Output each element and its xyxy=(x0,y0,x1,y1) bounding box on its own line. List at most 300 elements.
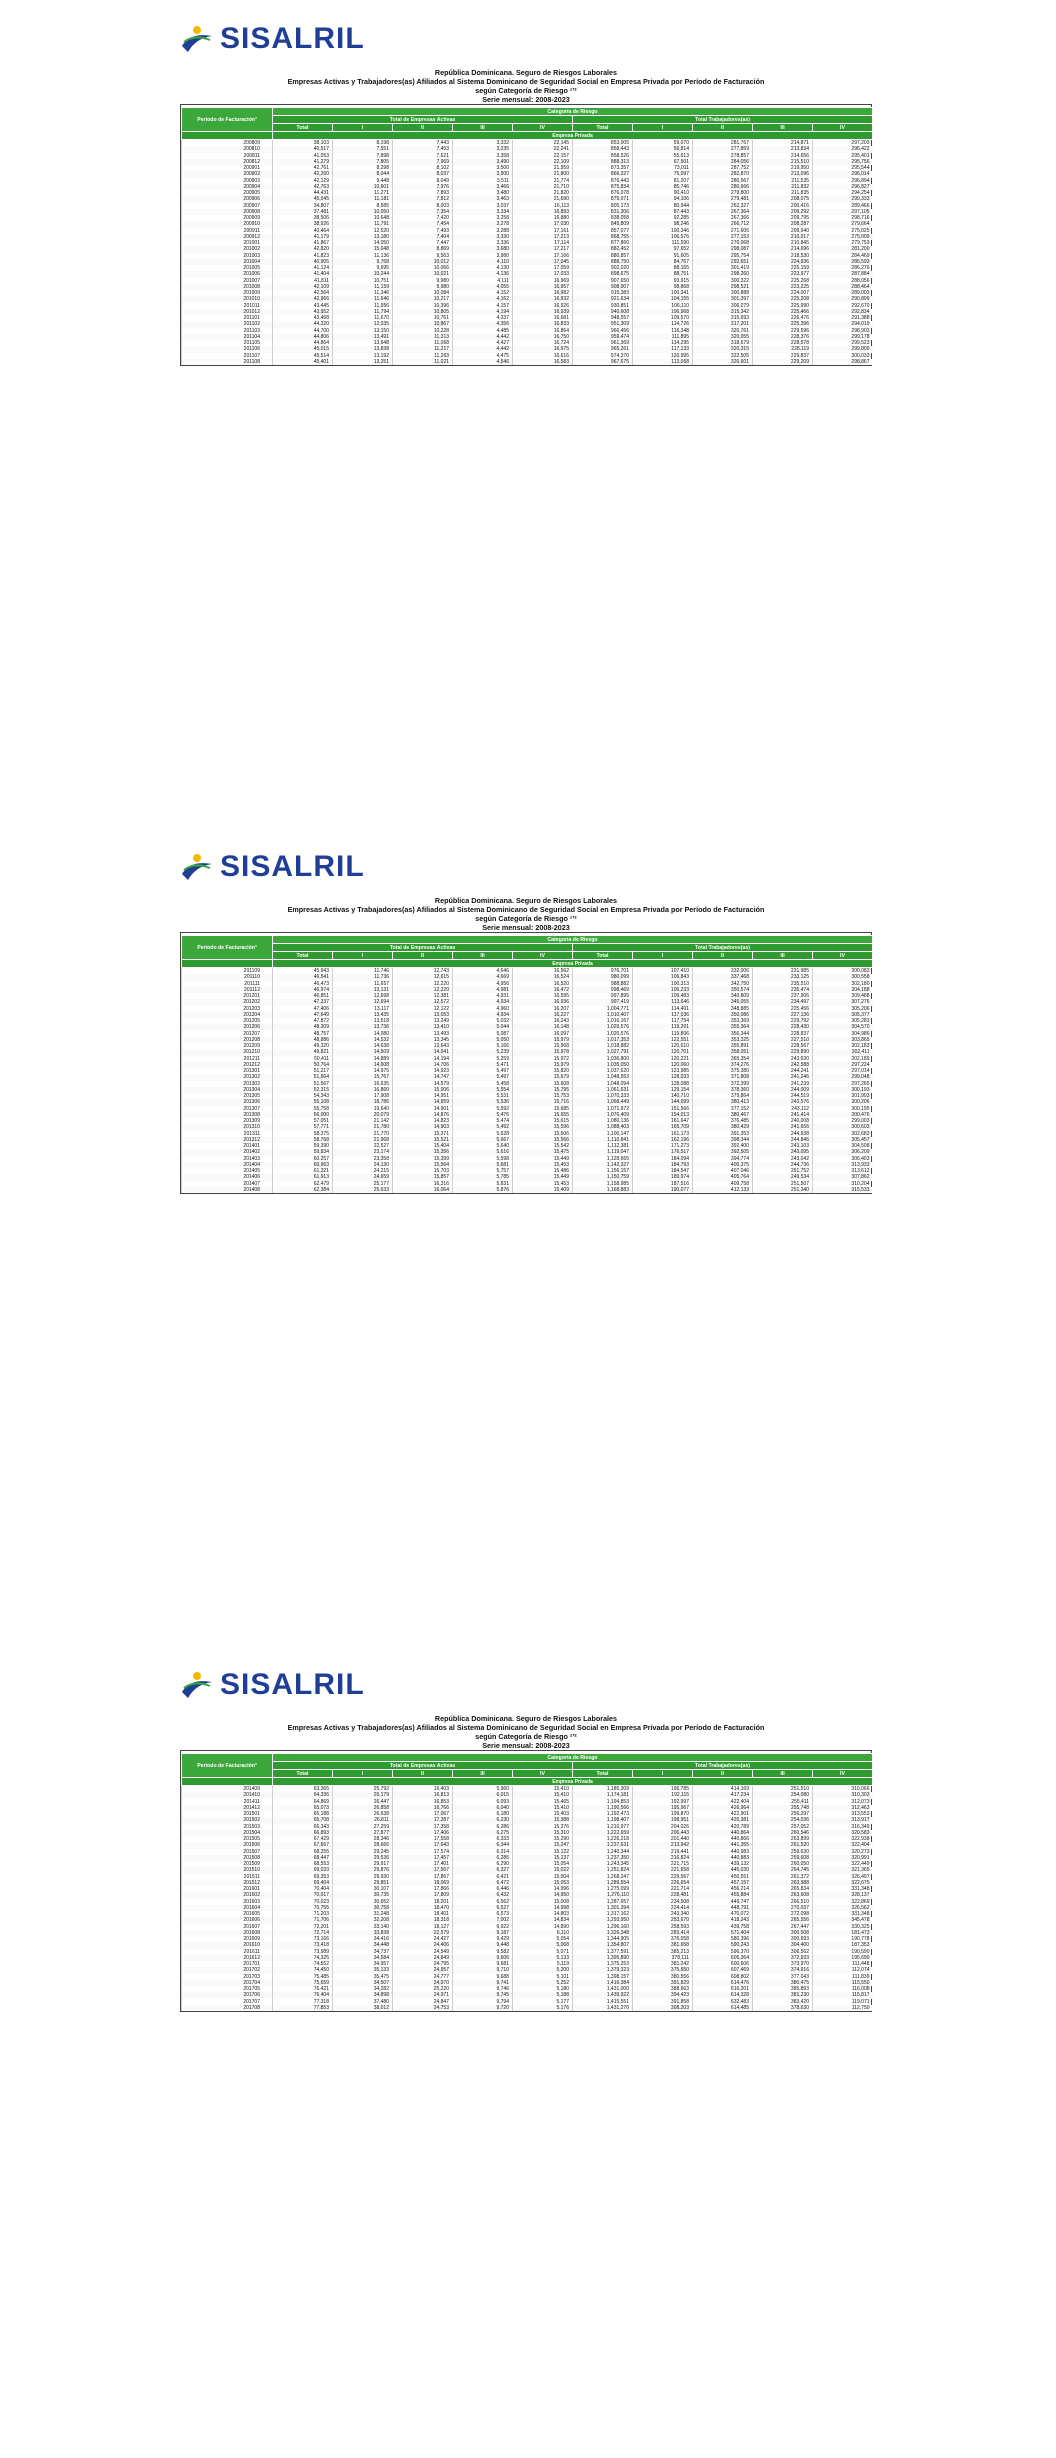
value-cell: 17,867 xyxy=(393,1874,453,1880)
value-cell: 965,261 xyxy=(573,346,633,352)
value-cell: 265,834 xyxy=(753,1886,813,1892)
value-cell: 270,037 xyxy=(753,1905,813,1911)
value-cell: 48,309 xyxy=(273,1024,333,1030)
period-cell: 201301 xyxy=(182,1068,273,1074)
value-cell: 12,572 xyxy=(393,999,453,1005)
value-cell: 281,200 xyxy=(813,246,873,252)
value-cell: 380,467 xyxy=(693,1112,753,1118)
value-cell: 74,450 xyxy=(273,1967,333,1973)
value-cell: 1,398,157 xyxy=(573,1974,633,1980)
value-cell: 38,012 xyxy=(333,2005,393,2011)
value-cell: 26,811 xyxy=(333,1817,393,1823)
value-cell: 6,421 xyxy=(453,1874,513,1880)
value-cell: 21,780 xyxy=(333,1124,393,1130)
value-cell: 14,959 xyxy=(393,1099,453,1105)
value-cell: 5,032 xyxy=(453,1018,513,1024)
value-cell: 313,917 xyxy=(813,1817,873,1823)
value-cell: 214,871 xyxy=(753,140,813,147)
value-cell: 378,111 xyxy=(633,1955,693,1961)
value-cell: 287,752 xyxy=(693,165,753,171)
value-cell: 253,670 xyxy=(633,1917,693,1923)
value-cell: 17,213 xyxy=(513,234,573,240)
value-cell: 16,939 xyxy=(513,309,573,315)
value-cell: 300,476 xyxy=(813,1112,873,1118)
value-cell: 614,476 xyxy=(693,1980,753,1986)
period-cell: 201208 xyxy=(182,1037,273,1043)
value-cell: 301,419 xyxy=(693,265,753,271)
value-cell: 15,753 xyxy=(513,1093,573,1099)
value-cell: 326,601 xyxy=(693,359,753,365)
value-cell: 128,033 xyxy=(633,1074,693,1080)
period-cell: 201002 xyxy=(182,246,273,252)
value-cell: 1,268,247 xyxy=(573,1874,633,1880)
value-cell: 291,388 xyxy=(813,315,873,321)
period-cell: 201612 xyxy=(182,1955,273,1961)
value-cell: 310,303 xyxy=(813,1792,873,1798)
value-cell: 58,768 xyxy=(273,1137,333,1143)
value-cell: 219,441 xyxy=(633,1849,693,1855)
value-cell: 13,736 xyxy=(333,1024,393,1030)
value-cell: 14,080 xyxy=(333,1031,393,1037)
value-cell: 215,510 xyxy=(753,159,813,165)
value-cell: 380,475 xyxy=(753,1980,813,1986)
value-cell: 866,327 xyxy=(573,171,633,177)
value-cell: 55,758 xyxy=(273,1106,333,1112)
column-header: II xyxy=(393,1770,453,1778)
value-cell: 1,431,000 xyxy=(573,1986,633,1992)
value-cell: 88,751 xyxy=(633,271,693,277)
value-cell: 15,290 xyxy=(513,1836,573,1842)
value-cell: 6,527 xyxy=(453,1905,513,1911)
value-cell: 16,113 xyxy=(513,203,573,209)
value-cell: 223,977 xyxy=(753,271,813,277)
value-cell: 59,390 xyxy=(273,1143,333,1149)
period-cell: 201402 xyxy=(182,1149,273,1155)
column-header: IV xyxy=(813,124,873,132)
value-cell: 8,003 xyxy=(393,203,453,209)
value-cell: 345,478 xyxy=(813,1917,873,1923)
value-cell: 15,004 xyxy=(513,1874,573,1880)
value-cell: 192,997 xyxy=(633,1799,693,1805)
value-cell: 16,207 xyxy=(513,1006,573,1012)
value-cell: 16,097 xyxy=(513,1031,573,1037)
period-cell: 201206 xyxy=(182,1024,273,1030)
value-cell: 262,327 xyxy=(693,203,753,209)
value-cell: 190,077 xyxy=(633,1187,693,1193)
value-cell: 5,068 xyxy=(513,1942,573,1948)
value-cell: 322,938 xyxy=(813,1836,873,1842)
value-cell: 11,068 xyxy=(393,340,453,346)
value-cell: 280,567 xyxy=(693,178,753,184)
value-cell: 300,508 xyxy=(753,1930,813,1936)
period-cell: 201609 xyxy=(182,1936,273,1942)
period-cell: 201508 xyxy=(182,1855,273,1861)
table-body xyxy=(182,1786,873,2012)
value-cell: 1,276,110 xyxy=(573,1892,633,1898)
value-cell: 48,757 xyxy=(273,1031,333,1037)
value-cell: 24,753 xyxy=(393,2005,453,2011)
value-cell: 8,049 xyxy=(393,178,453,184)
column-header: III xyxy=(753,124,813,132)
value-cell: 4,475 xyxy=(453,353,513,359)
value-cell: 15,449 xyxy=(513,1174,573,1180)
value-cell: 210,845 xyxy=(753,240,813,246)
value-cell: 1,020,576 xyxy=(573,1024,633,1030)
period-cell: 201411 xyxy=(182,1799,273,1805)
value-cell: 65,708 xyxy=(273,1817,333,1823)
value-cell: 24,847 xyxy=(393,1999,453,2005)
value-cell: 211,535 xyxy=(753,178,813,184)
value-cell: 8,585 xyxy=(333,203,393,209)
value-cell: 14,706 xyxy=(393,1062,453,1068)
value-cell: 426,964 xyxy=(693,1805,753,1811)
value-cell: 420,789 xyxy=(693,1824,753,1830)
value-cell: 22,241 xyxy=(513,146,573,152)
value-cell: 24,427 xyxy=(393,1936,453,1942)
value-cell: 1,222,659 xyxy=(573,1830,633,1836)
column-header: I xyxy=(633,1770,693,1778)
value-cell: 300,888 xyxy=(693,290,753,296)
value-cell: 14,608 xyxy=(333,1062,393,1068)
value-cell: 391,353 xyxy=(693,1131,753,1137)
value-cell: 15,006 xyxy=(393,1087,453,1093)
value-cell: 14,834 xyxy=(513,1917,573,1923)
value-cell: 114,401 xyxy=(633,1006,693,1012)
period-cell: 200904 xyxy=(182,184,273,190)
period-cell: 201608 xyxy=(182,1930,273,1936)
value-cell: 1,088,403 xyxy=(573,1124,633,1130)
value-cell: 1,431,270 xyxy=(573,2005,633,2011)
value-cell: 422,404 xyxy=(693,1799,753,1805)
sisalril-swirl-icon xyxy=(180,1668,214,1702)
value-cell: 7,453 xyxy=(393,146,453,152)
value-cell: 49,821 xyxy=(273,1049,333,1055)
period-cell: 201211 xyxy=(182,1056,273,1062)
value-cell: 15,979 xyxy=(513,1062,573,1068)
value-cell: 4,111 xyxy=(453,278,513,284)
value-cell: 120,060 xyxy=(633,1062,693,1068)
value-cell: 120,610 xyxy=(633,1043,693,1049)
data-table xyxy=(181,1753,873,2011)
value-cell: 24,957 xyxy=(393,1967,453,1973)
value-cell: 580,396 xyxy=(693,1936,753,1942)
value-cell: 297,014 xyxy=(813,1068,873,1074)
value-cell: 3,278 xyxy=(453,221,513,227)
value-cell: 317,201 xyxy=(693,321,753,327)
value-cell: 372,933 xyxy=(753,1955,813,1961)
value-cell: 997,895 xyxy=(573,993,633,999)
value-cell: 9,980 xyxy=(393,278,453,284)
value-cell: 297,224 xyxy=(813,1062,873,1068)
value-cell: 46,974 xyxy=(273,987,333,993)
value-cell: 371,808 xyxy=(693,1074,753,1080)
value-cell: 13,249 xyxy=(393,1018,453,1024)
value-cell: 300,322 xyxy=(693,278,753,284)
period-cell: 201505 xyxy=(182,1836,273,1842)
value-cell: 5,239 xyxy=(453,1049,513,1055)
value-cell: 41,823 xyxy=(273,253,333,259)
value-cell: 14,876 xyxy=(393,1112,453,1118)
value-cell: 85,746 xyxy=(633,184,693,190)
value-cell: 440,864 xyxy=(693,1830,753,1836)
value-cell: 17,908 xyxy=(333,1093,393,1099)
title-line-1: República Dominicana. Seguro de Riesgos Laborales xyxy=(434,896,618,905)
value-cell: 858,443 xyxy=(573,146,633,152)
value-cell: 24,777 xyxy=(393,1974,453,1980)
value-cell: 299,048 xyxy=(813,1074,873,1080)
value-cell: 590,243 xyxy=(693,1942,753,1948)
value-cell: 5,474 xyxy=(453,1118,513,1124)
value-cell: 10,867 xyxy=(393,321,453,327)
value-cell: 377,043 xyxy=(753,1974,813,1980)
value-cell: 980,099 xyxy=(573,974,633,980)
value-cell: 4,136 xyxy=(453,271,513,277)
value-cell: 302,189 xyxy=(813,1056,873,1062)
value-cell: 228,119 xyxy=(753,346,813,352)
period-cell: 200809 xyxy=(182,140,273,147)
value-cell: 115,817 xyxy=(813,1992,873,1998)
period-cell: 201401 xyxy=(182,1143,273,1149)
value-cell: 4,646 xyxy=(453,968,513,975)
value-cell: 805,173 xyxy=(573,203,633,209)
value-cell: 228,430 xyxy=(753,1024,813,1030)
value-cell: 161,173 xyxy=(633,1131,693,1137)
value-cell: 5,180 xyxy=(513,1986,573,1992)
value-cell: 45,401 xyxy=(273,359,333,365)
value-cell: 16,675 xyxy=(513,346,573,352)
value-cell: 3,258 xyxy=(453,215,513,221)
categoria-header: Categoría de Riesgo xyxy=(273,936,873,944)
value-cell: 228,578 xyxy=(753,340,813,346)
value-cell: 1,395,890 xyxy=(573,1955,633,1961)
value-cell: 5,200 xyxy=(513,1967,573,1973)
value-cell: 244,938 xyxy=(753,1131,813,1137)
value-cell: 3,288 xyxy=(453,228,513,234)
value-cell: 5,628 xyxy=(453,1131,513,1137)
period-cell: 201409 xyxy=(182,1786,273,1793)
sisalril-swirl-icon xyxy=(180,850,214,884)
value-cell: 254,080 xyxy=(753,1792,813,1798)
value-cell: 29,930 xyxy=(333,1874,393,1880)
data-table-frame xyxy=(180,1750,872,2012)
value-cell: 38,103 xyxy=(273,140,333,147)
value-cell: 7,812 xyxy=(393,196,453,202)
value-cell: 244,846 xyxy=(753,1137,813,1143)
value-cell: 243,576 xyxy=(753,1099,813,1105)
value-cell: 15,475 xyxy=(513,1149,573,1155)
value-cell: 915,383 xyxy=(573,290,633,296)
value-cell: 1,326,348 xyxy=(573,1930,633,1936)
report-page-2 xyxy=(180,848,872,1194)
value-cell: 266,510 xyxy=(753,1899,813,1905)
value-cell: 75,097 xyxy=(633,171,693,177)
value-cell: 350,574 xyxy=(693,987,753,993)
value-cell: 47,649 xyxy=(273,1012,333,1018)
value-cell: 16,724 xyxy=(513,340,573,346)
value-cell: 1,287,657 xyxy=(573,1899,633,1905)
value-cell: 11,181 xyxy=(333,196,393,202)
value-cell: 64,336 xyxy=(273,1792,333,1798)
value-cell: 857,077 xyxy=(573,228,633,234)
value-cell: 276,068 xyxy=(693,240,753,246)
value-cell: 242,588 xyxy=(753,1062,813,1068)
period-cell: 201108 xyxy=(182,359,273,365)
value-cell: 17,030 xyxy=(513,221,573,227)
value-cell: 128,088 xyxy=(633,1081,693,1087)
value-cell: 292,670 xyxy=(813,303,873,309)
value-cell: 42,763 xyxy=(273,184,333,190)
value-cell: 418,243 xyxy=(693,1917,753,1923)
value-cell: 8,198 xyxy=(333,140,393,147)
value-cell: 47,337 xyxy=(273,999,333,1005)
value-cell: 302,180 xyxy=(813,981,873,987)
empresas-header: Total de Empresas Activas xyxy=(273,944,573,952)
period-cell: 201012 xyxy=(182,309,273,315)
value-cell: 350,086 xyxy=(693,1012,753,1018)
value-cell: 17,643 xyxy=(393,1842,453,1848)
value-cell: 34,898 xyxy=(333,1992,393,1998)
value-cell: 100,346 xyxy=(633,228,693,234)
value-cell: 29,917 xyxy=(333,1861,393,1867)
title-line-4: Serie mensual: 2008-2023 xyxy=(482,95,570,104)
value-cell: 5,054 xyxy=(513,1936,573,1942)
value-cell: 1,150,759 xyxy=(573,1174,633,1180)
value-cell: 225,268 xyxy=(753,278,813,284)
period-cell: 201310 xyxy=(182,1124,273,1130)
value-cell: 251,752 xyxy=(753,1168,813,1174)
value-cell: 16,860 xyxy=(333,1087,393,1093)
period-cell: 201506 xyxy=(182,1842,273,1848)
value-cell: 296,422 xyxy=(813,146,873,152)
value-cell: 117,036 xyxy=(633,1012,693,1018)
value-cell: 68,553 xyxy=(273,1861,333,1867)
value-cell: 15,767 xyxy=(333,1074,393,1080)
value-cell: 181,473 xyxy=(813,1930,873,1936)
value-cell: 868,755 xyxy=(573,234,633,240)
value-cell: 308,203 xyxy=(633,2005,693,2011)
value-cell: 307,862 xyxy=(813,1174,873,1180)
value-cell: 294,019 xyxy=(813,321,873,327)
value-cell: 241,246 xyxy=(753,1074,813,1080)
value-cell: 439,758 xyxy=(693,1924,753,1930)
column-header: I xyxy=(333,124,393,132)
value-cell: 22,145 xyxy=(513,140,573,147)
value-cell: 5,592 xyxy=(453,1106,513,1112)
value-cell: 6,573 xyxy=(453,1911,513,1917)
period-cell: 201204 xyxy=(182,1012,273,1018)
value-cell: 48,886 xyxy=(273,1037,333,1043)
value-cell: 378,360 xyxy=(693,1087,753,1093)
value-cell: 21,959 xyxy=(513,165,573,171)
value-cell: 34,282 xyxy=(333,1986,393,1992)
period-cell: 201404 xyxy=(182,1162,273,1168)
value-cell: 298,867 xyxy=(813,359,873,365)
value-cell: 5,536 xyxy=(453,1099,513,1105)
value-cell: 237,906 xyxy=(753,993,813,999)
value-cell: 12,381 xyxy=(393,993,453,999)
value-cell: 376,058 xyxy=(633,1936,693,1942)
period-cell: 200912 xyxy=(182,234,273,240)
value-cell: 243,340 xyxy=(633,1911,693,1917)
value-cell: 209,940 xyxy=(753,228,813,234)
value-cell: 385,893 xyxy=(753,1986,813,1992)
value-cell: 5,252 xyxy=(513,1980,573,1986)
value-cell: 322,869 xyxy=(813,1899,873,1905)
column-header-row xyxy=(182,952,873,960)
column-header: Total xyxy=(273,1770,333,1778)
value-cell: 46,541 xyxy=(273,974,333,980)
value-cell: 596,370 xyxy=(693,1949,753,1955)
value-cell: 305,206 xyxy=(813,1006,873,1012)
value-cell: 898,675 xyxy=(573,271,633,277)
logo-text: SISALRIL xyxy=(220,22,365,55)
value-cell: 30,735 xyxy=(333,1892,393,1898)
value-cell: 24,970 xyxy=(393,1980,453,1986)
categoria-header: Categoría de Riesgo xyxy=(273,108,873,116)
value-cell: 1,010,407 xyxy=(573,1012,633,1018)
value-cell: 24,215 xyxy=(333,1168,393,1174)
value-cell: 195,690 xyxy=(813,1955,873,1961)
value-cell: 219,950 xyxy=(753,165,813,171)
value-cell: 256,297 xyxy=(753,1811,813,1817)
value-cell: 18,401 xyxy=(393,1911,453,1917)
value-cell: 15,968 xyxy=(513,1043,573,1049)
value-cell: 4,960 xyxy=(453,1006,513,1012)
value-cell: 875,071 xyxy=(573,196,633,202)
value-cell: 249,534 xyxy=(753,1174,813,1180)
table-row xyxy=(182,2005,873,2011)
value-cell: 263,608 xyxy=(753,1892,813,1898)
value-cell: 1,156,157 xyxy=(573,1168,633,1174)
period-cell: 201111 xyxy=(182,981,273,987)
value-cell: 120,995 xyxy=(633,353,693,359)
value-cell: 440,983 xyxy=(693,1849,753,1855)
value-cell: 34,448 xyxy=(333,1942,393,1948)
value-cell: 13,345 xyxy=(393,1037,453,1043)
value-cell: 41,279 xyxy=(273,159,333,165)
value-cell: 154,013 xyxy=(633,1112,693,1118)
table-body xyxy=(182,968,873,1194)
title-line-4: Serie mensual: 2008-2023 xyxy=(482,1741,570,1750)
value-cell: 76,404 xyxy=(273,1992,333,1998)
value-cell: 279,481 xyxy=(693,196,753,202)
value-cell: 100,341 xyxy=(633,290,693,296)
value-cell: 3,235 xyxy=(453,146,513,152)
value-cell: 10,228 xyxy=(393,328,453,334)
value-cell: 73,166 xyxy=(273,1936,333,1942)
value-cell: 226,654 xyxy=(633,1880,693,1886)
value-cell: 221,714 xyxy=(633,1886,693,1892)
value-cell: 7,447 xyxy=(393,240,453,246)
value-cell: 313,553 xyxy=(813,1811,873,1817)
value-cell: 6,093 xyxy=(453,1799,513,1805)
value-cell: 12,220 xyxy=(393,987,453,993)
title-line-2: Empresas Activas y Trabajadores(as) Afiliados al Sistema Dominicano de Seguridad Social en Empresa Privada por Período de Facturación xyxy=(287,1723,765,1732)
value-cell: 15,679 xyxy=(513,1074,573,1080)
value-cell: 6,472 xyxy=(453,1880,513,1886)
period-cell: 201112 xyxy=(182,987,273,993)
value-cell: 13,410 xyxy=(393,1024,453,1030)
value-cell: 8,869 xyxy=(393,246,453,252)
value-cell: 50,764 xyxy=(273,1062,333,1068)
value-cell: 255,411 xyxy=(753,1799,813,1805)
value-cell: 15,979 xyxy=(513,1037,573,1043)
value-cell: 5,531 xyxy=(453,1093,513,1099)
period-cell: 201601 xyxy=(182,1886,273,1892)
value-cell: 9,688 xyxy=(453,1974,513,1980)
value-cell: 37,480 xyxy=(333,1999,393,2005)
value-cell: 7,404 xyxy=(393,234,453,240)
